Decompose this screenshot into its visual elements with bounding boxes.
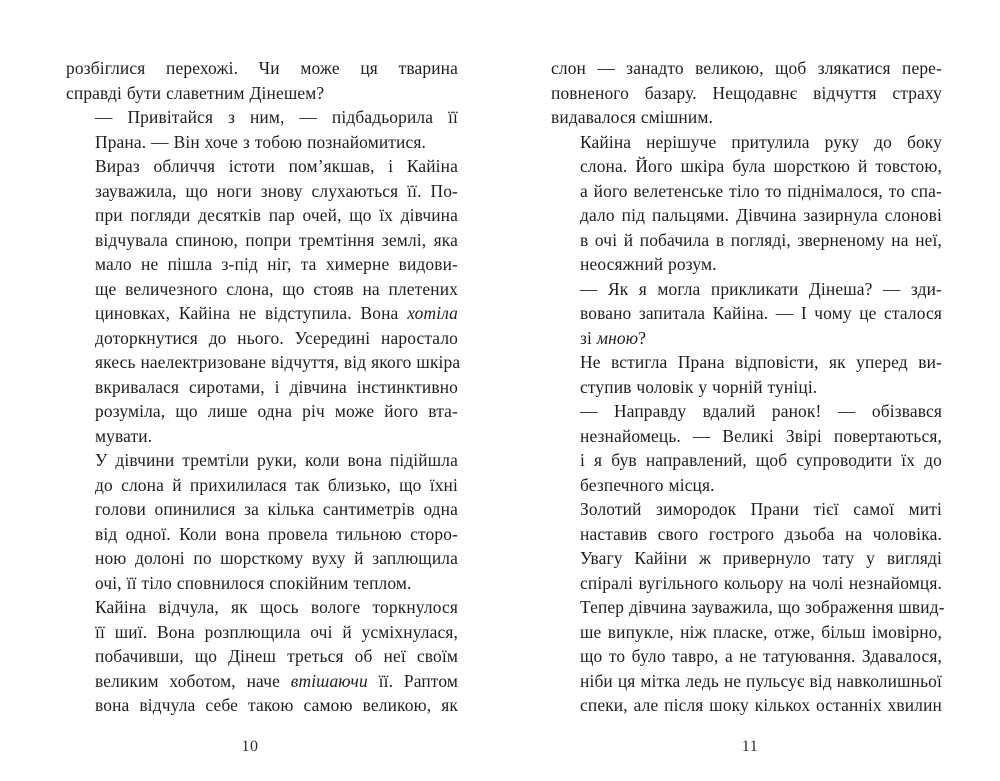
text-line: — Як я могла прикликати Дінеша? — зди- [580, 278, 942, 299]
text-line: ніби ця мітка ледь не пульсує від навколишньої [580, 670, 942, 691]
paragraph [551, 130, 942, 277]
text-line: зауважила, що ноги знову слухаються її. По- [95, 180, 458, 201]
text-line: до слона й прихилилася так близько, що їхні [95, 474, 458, 495]
text-line: слон — занадто великою, щоб злякатися пере- [551, 58, 942, 78]
paragraph [551, 497, 945, 718]
text-line: Кайіна відчула, як щось вологе торкнулося [95, 597, 458, 617]
text-line: і я був направлений, щоб супроводити їх до [580, 450, 942, 470]
text-line: спеки, але після шоку кількох останніх хвилин [580, 695, 942, 715]
text-line: її шиї. Вона розплющила очі й усміхнулася, [95, 621, 458, 642]
text-line: очі, її тіло сповнилося спокійним теплом. [95, 572, 412, 593]
text-line: слона. Його шкіра була шорсткою й товстою, [580, 156, 942, 176]
text-line: вкривалася сиротами, і дівчина інстинктивно [95, 376, 458, 397]
text-line: Увагу Кайіни ж привернуло тату у вигляді [580, 548, 942, 568]
text-line: дало під пальцями. Дівчина зазирнула слонові [580, 205, 942, 225]
left-page-textblock [66, 56, 461, 718]
text-line: в очі й побачила в погляді, зверненому на неї, [580, 229, 942, 250]
text-line: повненого базару. Нещодавнє відчуття страху [551, 82, 942, 103]
text-line: — Привітайся з ним, — підбадьорила її [95, 107, 458, 127]
text-line: при погляди десятків пар очей, що їх дівчина [95, 205, 458, 225]
page-number-left: 10 [241, 738, 259, 755]
paragraph [66, 154, 461, 448]
text-line: незнайомець. — Великі Звірі повертаються, [580, 425, 942, 446]
text-line: мало не пішла з-під ніг, та химерне видови- [95, 254, 458, 274]
paragraph [66, 56, 458, 105]
text-line: видавалося смішним. [551, 107, 713, 127]
text-line: розбіглися перехожі. Чи може ця тварина [66, 58, 458, 78]
text-line: неосяжний розум. [580, 254, 717, 274]
text-line: голови опинилися за кілька сантиметрів одна [95, 499, 458, 519]
emphasis-word: мною [596, 327, 639, 348]
right-page [500, 0, 1000, 781]
text-line: вовано запитала Кайіна. — І чому це сталося [580, 303, 942, 323]
paragraph [551, 277, 942, 351]
paragraph [66, 105, 458, 154]
text-line: безпечного місця. [580, 474, 715, 495]
text-line: справді бути славетним Дінешем? [66, 82, 325, 103]
text-line: спіралі вугільного кольору на чолі незнайомця. [580, 572, 942, 593]
text-line: ще величезного слона, що стояв на плетених [95, 278, 458, 299]
text-line: а його велетенське тіло то піднімалося, то спа- [580, 180, 942, 201]
text-line: Прана. — Він хоче з тобою познайомитися. [95, 131, 427, 152]
text-line: від одної. Коли вона провела тильною сторо- [95, 523, 458, 544]
text-line: розуміла, що лише одна річ може його вта- [95, 401, 458, 421]
text-line-italic-hotila: циновках, Кайіна не відступила. Вона хотіла [95, 303, 458, 323]
text-line: ступив чоловік у чорній туніці. [580, 376, 818, 397]
text-line: мувати. [95, 425, 153, 446]
emphasis-word: хотіла [407, 303, 458, 323]
paragraph [551, 56, 942, 130]
paragraph [66, 448, 458, 595]
text-line: У дівчини тремтіли руки, коли вона підійшла [95, 450, 458, 470]
text-line: Золотий зимородок Прани тієї самої миті [580, 499, 942, 519]
right-page-textblock [551, 56, 945, 718]
text-line: вона відчула себе такою самою великою, як [95, 695, 458, 715]
text-line: наставив свого гострого дзьоба на чоловіка. [580, 523, 942, 544]
text-line: — Направду вдалий ранок! — обізвався [580, 401, 942, 421]
page-number-right: 11 [741, 738, 759, 755]
text-line: доторкнутися до нього. Усередині наростало [95, 327, 458, 348]
text-line: Вираз обличчя істоти пом’якшав, і Кайіна [95, 156, 458, 176]
paragraph [66, 595, 458, 718]
paragraph [551, 350, 942, 399]
emphasis-word: втішаючи [290, 670, 368, 691]
paragraph [551, 399, 942, 497]
text-line-italic-vtishayuchy: великим хоботом, наче втішаючи її. Раптом [95, 670, 458, 691]
text-line: Кайіна нерішуче притулила руку до боку [580, 131, 942, 152]
text-line: ною долоні по шорсткому вуху й заплющила [95, 548, 458, 568]
text-line: побачивши, що Дінеш треться об неї своїм [95, 646, 458, 666]
text-line: якесь наелектризоване відчуття, від якого шкіра [95, 352, 461, 372]
text-line: Не встигла Прана відповісти, як уперед ви- [580, 352, 942, 372]
text-line: ше випукле, ніж пласке, отже, більш імовірно, [580, 621, 942, 642]
text-line: Тепер дівчина зауважила, що зображення швид- [580, 597, 945, 617]
text-line: відчувала спиною, попри тремтіння землі, яка [95, 229, 458, 250]
text-line-italic-mnoyu: зі мною? [580, 327, 647, 348]
text-line: що то було тавро, а не татуювання. Здавалося, [580, 646, 942, 666]
